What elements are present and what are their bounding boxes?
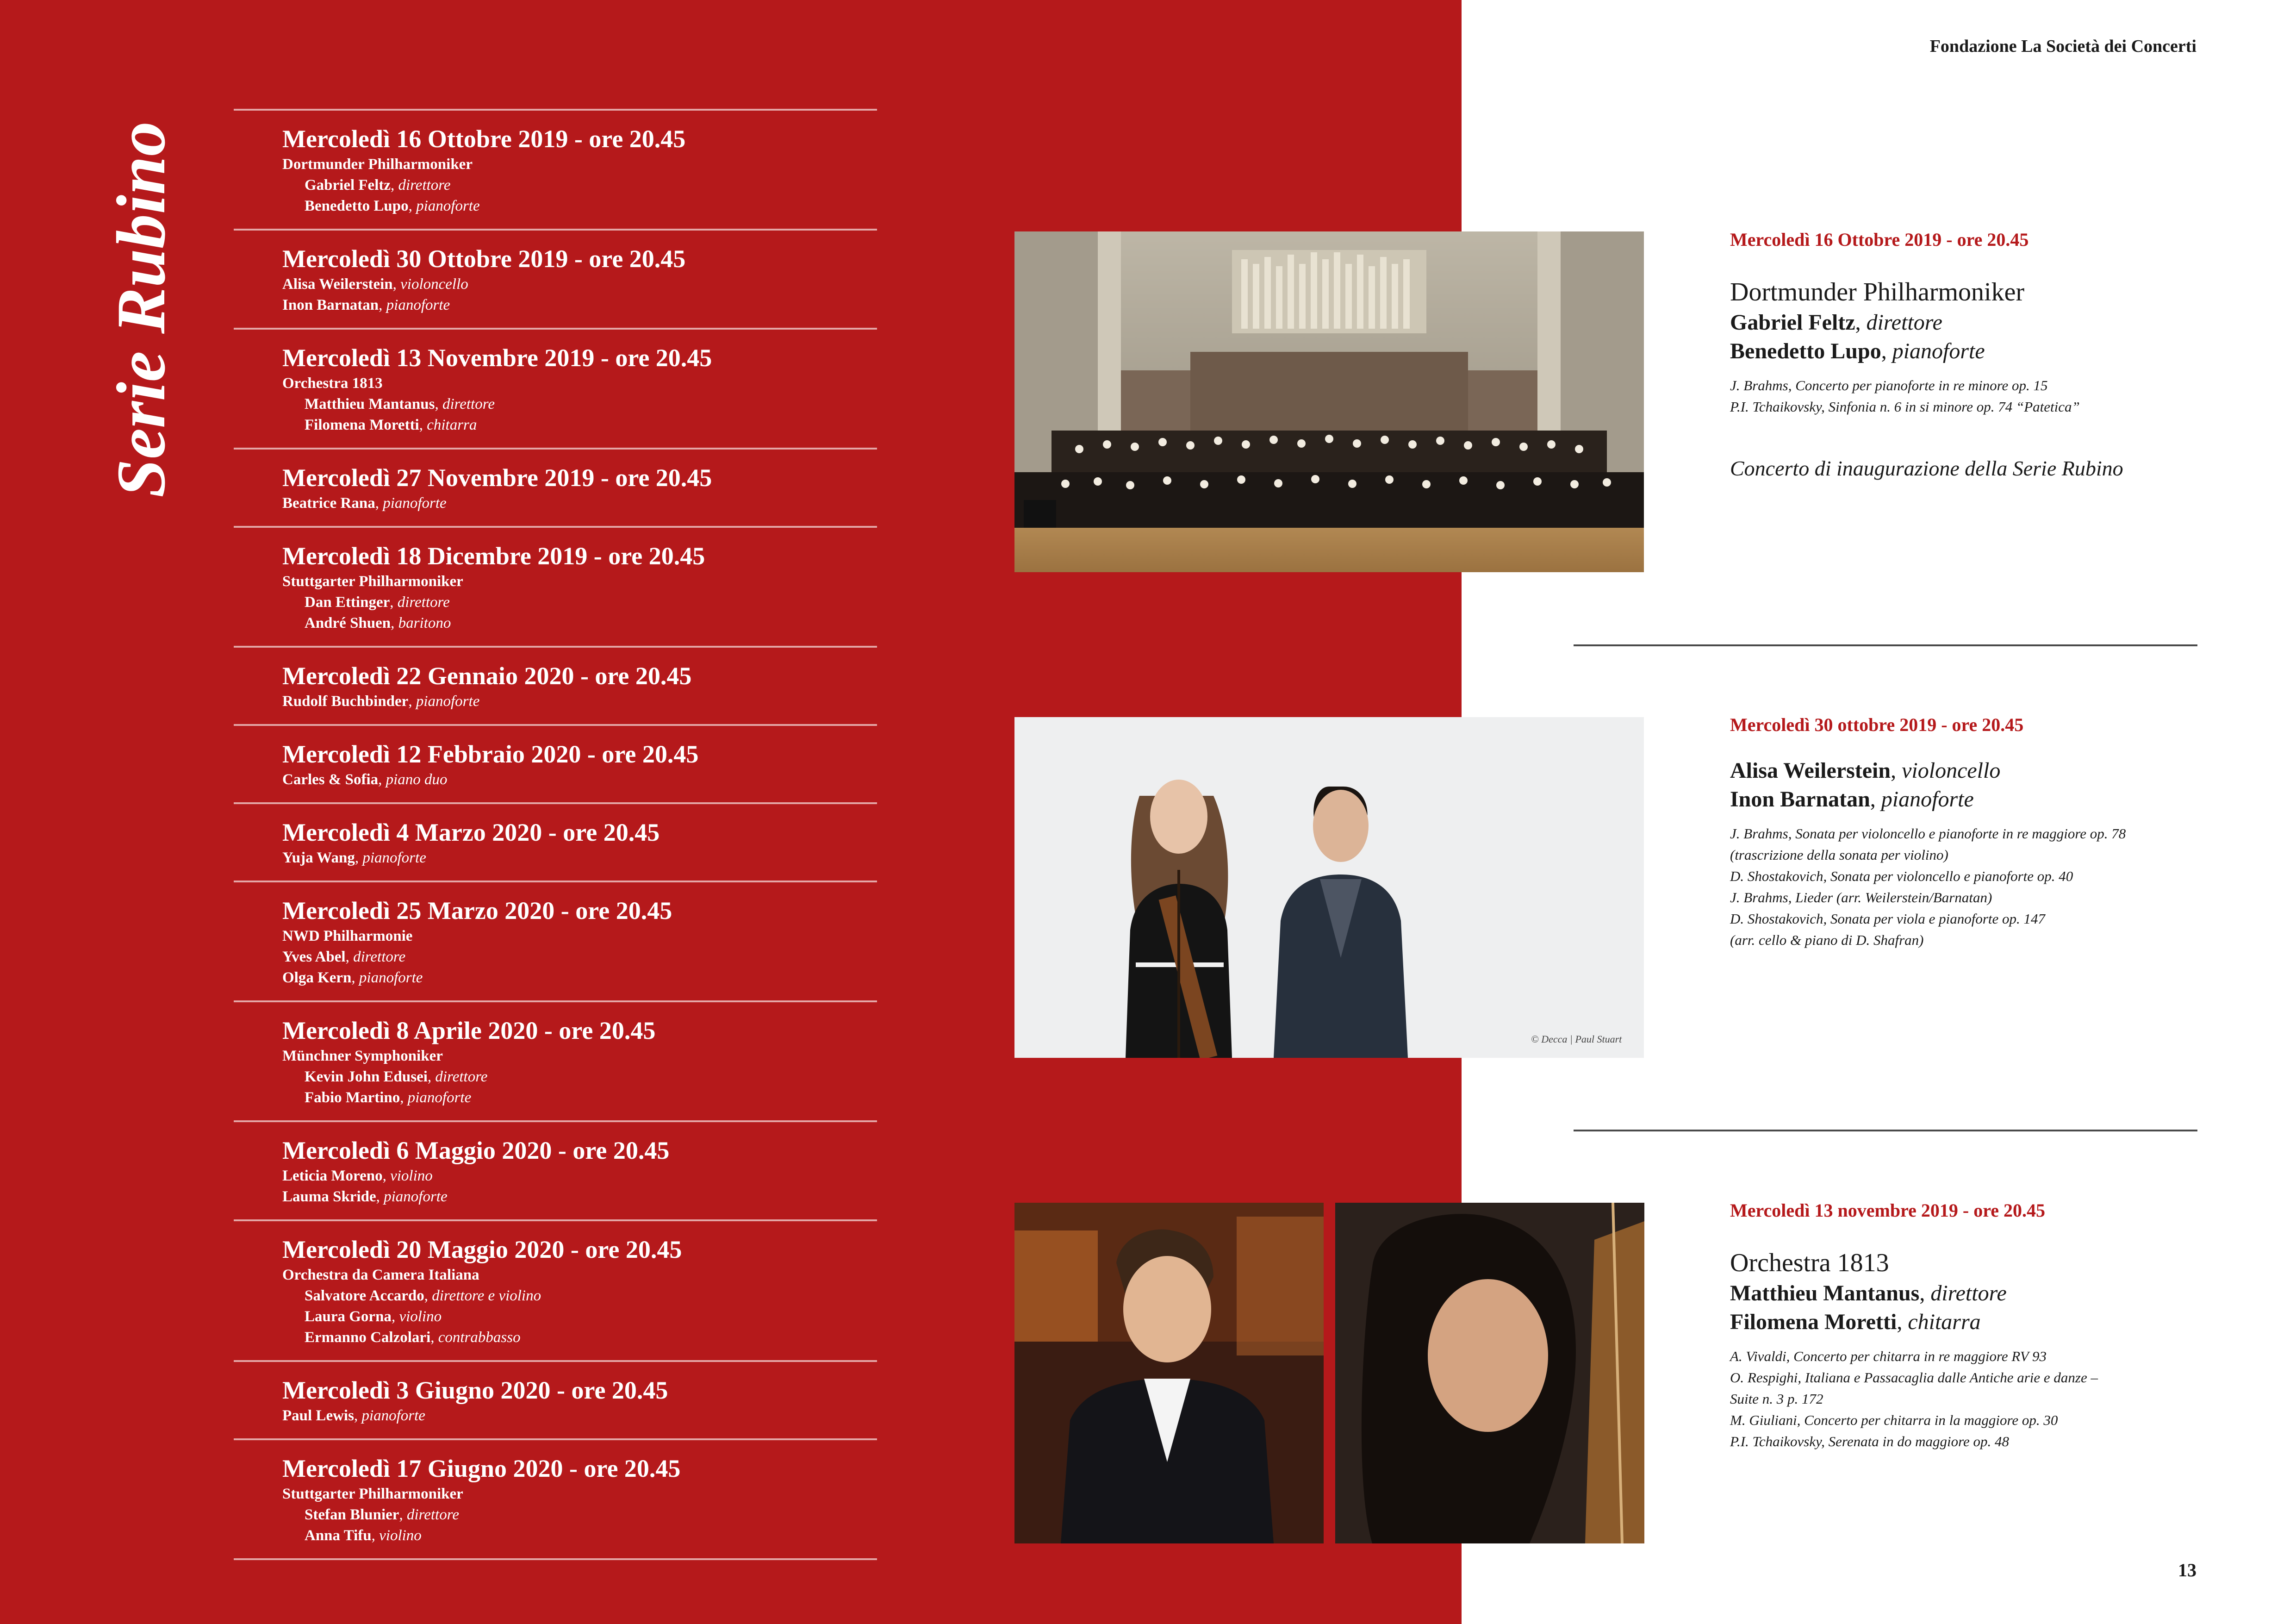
program-line: J. Brahms, Concerto per pianoforte in re minore op. 15 <box>1730 377 2048 394</box>
performer-role: direttore <box>353 949 406 965</box>
program-line: Suite n. 3 p. 172 <box>1730 1391 1823 1407</box>
performer-name: Salvatore Accardo <box>305 1287 424 1304</box>
performer-name: Paul Lewis <box>282 1407 354 1424</box>
performer-role: pianoforte <box>416 198 480 214</box>
event-date: Mercoledì 30 Ottobre 2019 - ore 20.45 <box>282 245 686 273</box>
artist-role: pianoforte <box>1892 339 1985 363</box>
performer-name: Anna Tifu <box>305 1527 372 1544</box>
concert-artist: Benedetto Lupo, pianoforte <box>1730 339 1985 363</box>
concert-program <box>1730 823 2197 951</box>
performer-name: Carles & Sofia <box>282 771 379 788</box>
program-line: O. Respighi, Italiana e Passacaglia dalle Antiche arie e danze – <box>1730 1369 2098 1386</box>
performer-name: Dan Ettinger <box>305 594 390 611</box>
ensemble-name: Dortmunder Philharmoniker <box>282 156 473 173</box>
artist-role: pianoforte <box>1881 787 1974 812</box>
performer-name: Stefan Blunier <box>305 1506 399 1523</box>
artist-name: Benedetto Lupo <box>1730 339 1881 363</box>
concert-artist: Matthieu Mantanus, direttore <box>1730 1281 2007 1305</box>
schedule-event <box>234 109 877 229</box>
performer-name: Rudolf Buchbinder <box>282 693 409 710</box>
program-line: D. Shostakovich, Sonata per violoncello e pianoforte op. 40 <box>1730 868 2073 884</box>
event-performer: Stefan Blunier, direttore <box>305 1506 459 1523</box>
program-line: M. Giuliani, Concerto per chitarra in la maggiore op. 30 <box>1730 1412 2058 1428</box>
artist-name: Gabriel Feltz <box>1730 310 1855 335</box>
performer-role: direttore <box>398 177 451 194</box>
event-date: Mercoledì 3 Giugno 2020 - ore 20.45 <box>282 1376 668 1404</box>
event-performer: Leticia Moreno, violino <box>282 1168 433 1184</box>
event-performer: Lauma Skride, pianoforte <box>282 1188 448 1205</box>
performer-role: violino <box>390 1168 433 1184</box>
event-performer: Salvatore Accardo, direttore e violino <box>305 1287 541 1304</box>
concert-artist: Inon Barnatan, pianoforte <box>1730 787 1974 812</box>
artist-role: direttore <box>1866 310 1942 335</box>
performer-role: pianoforte <box>416 693 480 710</box>
concert-detail-3 <box>1730 1198 2197 1452</box>
schedule-event <box>234 1360 877 1438</box>
performer-role: direttore <box>406 1506 459 1523</box>
event-date: Mercoledì 27 Novembre 2019 - ore 20.45 <box>282 464 712 492</box>
concert-date: Mercoledì 16 Ottobre 2019 - ore 20.45 <box>1730 229 2029 250</box>
section-divider <box>1574 644 2197 646</box>
performer-role: violino <box>399 1308 442 1325</box>
event-date: Mercoledì 17 Giugno 2020 - ore 20.45 <box>282 1455 681 1482</box>
performer-role: pianoforte <box>386 297 450 313</box>
performer-role: violoncello <box>400 276 468 293</box>
schedule-event <box>234 724 877 802</box>
event-performer: Alisa Weilerstein, violoncello <box>282 276 468 293</box>
event-performer: André Shuen, baritono <box>305 615 451 631</box>
performer-role: pianoforte <box>383 495 447 512</box>
event-performer: Rudolf Buchbinder, pianoforte <box>282 693 480 710</box>
performer-role: violino <box>379 1527 422 1544</box>
event-performer: Yves Abel, direttore <box>282 949 406 965</box>
ensemble-name: Orchestra da Camera Italiana <box>282 1267 479 1283</box>
event-ensemble <box>282 926 877 947</box>
event-performer: Ermanno Calzolari, contrabbasso <box>305 1329 521 1346</box>
event-performer: Matthieu Mantanus, direttore <box>305 396 495 412</box>
event-performer: Laura Gorna, violino <box>305 1308 442 1325</box>
schedule-event <box>234 526 877 646</box>
ensemble-name: Stuttgarter Philharmoniker <box>282 1486 463 1502</box>
performer-name: Ermanno Calzolari <box>305 1329 431 1346</box>
program-line: J. Brahms, Sonata per violoncello e pianoforte in re maggiore op. 78 <box>1730 825 2126 842</box>
event-ensemble <box>282 154 877 175</box>
performer-role: pianoforte <box>361 1407 425 1424</box>
program-line: J. Brahms, Lieder (arr. Weilerstein/Barnatan) <box>1730 889 1992 906</box>
performer-name: André Shuen <box>305 615 391 631</box>
schedule-event <box>234 1219 877 1360</box>
ensemble-name: Stuttgarter Philharmoniker <box>282 573 463 590</box>
organization-name: Fondazione La Società dei Concerti <box>1929 37 2196 56</box>
event-ensemble <box>282 1046 877 1067</box>
performer-name: Fabio Martino <box>305 1089 400 1106</box>
performer-name: Lauma Skride <box>282 1188 376 1205</box>
concert-note: Concerto di inaugurazione della Serie Rubino <box>1730 456 2123 480</box>
performer-name: Filomena Moretti <box>305 417 419 433</box>
schedule-event <box>234 802 877 881</box>
photo-credit: © Decca | Paul Stuart <box>1531 1033 1622 1045</box>
event-performer: Gabriel Feltz, direttore <box>305 177 451 194</box>
event-date: Mercoledì 12 Febbraio 2020 - ore 20.45 <box>282 740 699 768</box>
concert-program <box>1730 375 2197 418</box>
event-date: Mercoledì 16 Ottobre 2019 - ore 20.45 <box>282 125 686 153</box>
event-performer: Paul Lewis, pianoforte <box>282 1407 425 1424</box>
performer-name: Laura Gorna <box>305 1308 392 1325</box>
event-ensemble <box>282 1484 877 1505</box>
concert-date: Mercoledì 13 novembre 2019 - ore 20.45 <box>1730 1200 2045 1221</box>
artist-name: Matthieu Mantanus <box>1730 1281 1920 1305</box>
event-performer: Benedetto Lupo, pianoforte <box>305 198 480 214</box>
performer-role: direttore <box>442 396 495 412</box>
moretti-photo <box>1335 1203 1644 1543</box>
event-performer: Inon Barnatan, pianoforte <box>282 297 450 313</box>
schedule-event <box>234 229 877 328</box>
performer-role: pianoforte <box>362 849 426 866</box>
program-line: P.I. Tchaikovsky, Serenata in do maggiore op. 48 <box>1730 1433 2010 1449</box>
performer-name: Yves Abel <box>282 949 346 965</box>
performer-role: direttore <box>397 594 450 611</box>
event-performer: Beatrice Rana, pianoforte <box>282 495 447 512</box>
schedule-event <box>234 881 877 1000</box>
concert-detail-1 <box>1730 227 2197 482</box>
concert-date: Mercoledì 30 ottobre 2019 - ore 20.45 <box>1730 714 2024 735</box>
artist-name: Alisa Weilerstein <box>1730 758 1891 783</box>
performer-role: baritono <box>398 615 451 631</box>
performer-role: chitarra <box>427 417 477 433</box>
artist-role: chitarra <box>1908 1310 1981 1334</box>
concert-program <box>1730 1346 2197 1452</box>
mantanus-photo <box>1014 1203 1324 1543</box>
series-title: Serie Rubino <box>103 121 180 498</box>
event-performer: Carles & Sofia, piano duo <box>282 771 448 788</box>
artist-role: violoncello <box>1902 758 2001 783</box>
event-date: Mercoledì 4 Marzo 2020 - ore 20.45 <box>282 818 660 846</box>
event-performer: Filomena Moretti, chitarra <box>305 417 477 433</box>
orchestra-hall-photo <box>1014 231 1644 572</box>
section-divider <box>1574 1130 2197 1131</box>
performer-name: Matthieu Mantanus <box>305 396 435 412</box>
ensemble-name: Orchestra 1813 <box>282 375 383 392</box>
event-date: Mercoledì 25 Marzo 2020 - ore 20.45 <box>282 897 672 924</box>
performer-role: pianoforte <box>407 1089 472 1106</box>
page-number: 13 <box>2178 1560 2196 1580</box>
schedule-event <box>234 646 877 724</box>
concert-artist: Filomena Moretti, chitarra <box>1730 1310 1981 1334</box>
program-line: P.I. Tchaikovsky, Sinfonia n. 6 in si minore op. 74 “Patetica” <box>1730 399 2080 415</box>
performer-role: direttore e violino <box>432 1287 541 1304</box>
performer-role: pianoforte <box>359 969 423 986</box>
event-ensemble <box>282 1265 877 1286</box>
event-performer: Anna Tifu, violino <box>305 1527 422 1544</box>
artist-name: Filomena Moretti <box>1730 1310 1897 1334</box>
performer-name: Gabriel Feltz <box>305 177 391 194</box>
event-performer: Olga Kern, pianoforte <box>282 969 423 986</box>
event-date: Mercoledì 13 Novembre 2019 - ore 20.45 <box>282 344 712 372</box>
program-line: A. Vivaldi, Concerto per chitarra in re maggiore RV 93 <box>1730 1348 2047 1364</box>
event-date: Mercoledì 8 Aprile 2020 - ore 20.45 <box>282 1017 656 1044</box>
ensemble-name: NWD Philharmonie <box>282 928 413 944</box>
schedule-event <box>234 1438 877 1560</box>
schedule-event <box>234 1120 877 1219</box>
concert-ensemble: Orchestra 1813 <box>1730 1249 1889 1277</box>
concert-schedule-list <box>234 109 877 1560</box>
performer-role: direttore <box>435 1068 488 1085</box>
weilerstein-barnatan-photo <box>1014 717 1644 1058</box>
program-line: (trascrizione della sonata per violino) <box>1730 847 1948 863</box>
event-performer: Dan Ettinger, direttore <box>305 594 450 611</box>
performer-name: Yuja Wang <box>282 849 355 866</box>
performer-role: contrabbasso <box>438 1329 521 1346</box>
event-performer: Kevin John Edusei, direttore <box>305 1068 488 1085</box>
event-performer: Yuja Wang, pianoforte <box>282 849 426 866</box>
concert-artist: Gabriel Feltz, direttore <box>1730 310 1942 335</box>
concert-ensemble: Dortmunder Philharmoniker <box>1730 278 2025 306</box>
artist-role: direttore <box>1930 1281 2007 1305</box>
ensemble-name: Münchner Symphoniker <box>282 1048 443 1064</box>
program-line: D. Shostakovich, Sonata per viola e pianoforte op. 147 <box>1730 911 2046 927</box>
event-performer: Fabio Martino, pianoforte <box>305 1089 472 1106</box>
event-date: Mercoledì 22 Gennaio 2020 - ore 20.45 <box>282 662 692 690</box>
performer-name: Leticia Moreno <box>282 1168 383 1184</box>
artist-name: Inon Barnatan <box>1730 787 1870 812</box>
event-ensemble <box>282 571 877 592</box>
performer-name: Inon Barnatan <box>282 297 379 313</box>
performer-name: Kevin John Edusei <box>305 1068 428 1085</box>
schedule-event <box>234 328 877 448</box>
event-date: Mercoledì 18 Dicembre 2019 - ore 20.45 <box>282 542 705 570</box>
performer-name: Olga Kern <box>282 969 352 986</box>
schedule-event <box>234 448 877 526</box>
performer-name: Beatrice Rana <box>282 495 375 512</box>
performer-name: Alisa Weilerstein <box>282 276 393 293</box>
event-date: Mercoledì 20 Maggio 2020 - ore 20.45 <box>282 1236 682 1263</box>
event-date: Mercoledì 6 Maggio 2020 - ore 20.45 <box>282 1137 670 1164</box>
program-line: (arr. cello & piano di D. Shafran) <box>1730 932 1924 948</box>
concert-artist: Alisa Weilerstein, violoncello <box>1730 758 2001 783</box>
schedule-event <box>234 1000 877 1120</box>
event-ensemble <box>282 373 877 394</box>
performer-name: Benedetto Lupo <box>305 198 409 214</box>
performer-role: piano duo <box>386 771 448 788</box>
concert-detail-2 <box>1730 712 2197 951</box>
performer-role: pianoforte <box>384 1188 448 1205</box>
